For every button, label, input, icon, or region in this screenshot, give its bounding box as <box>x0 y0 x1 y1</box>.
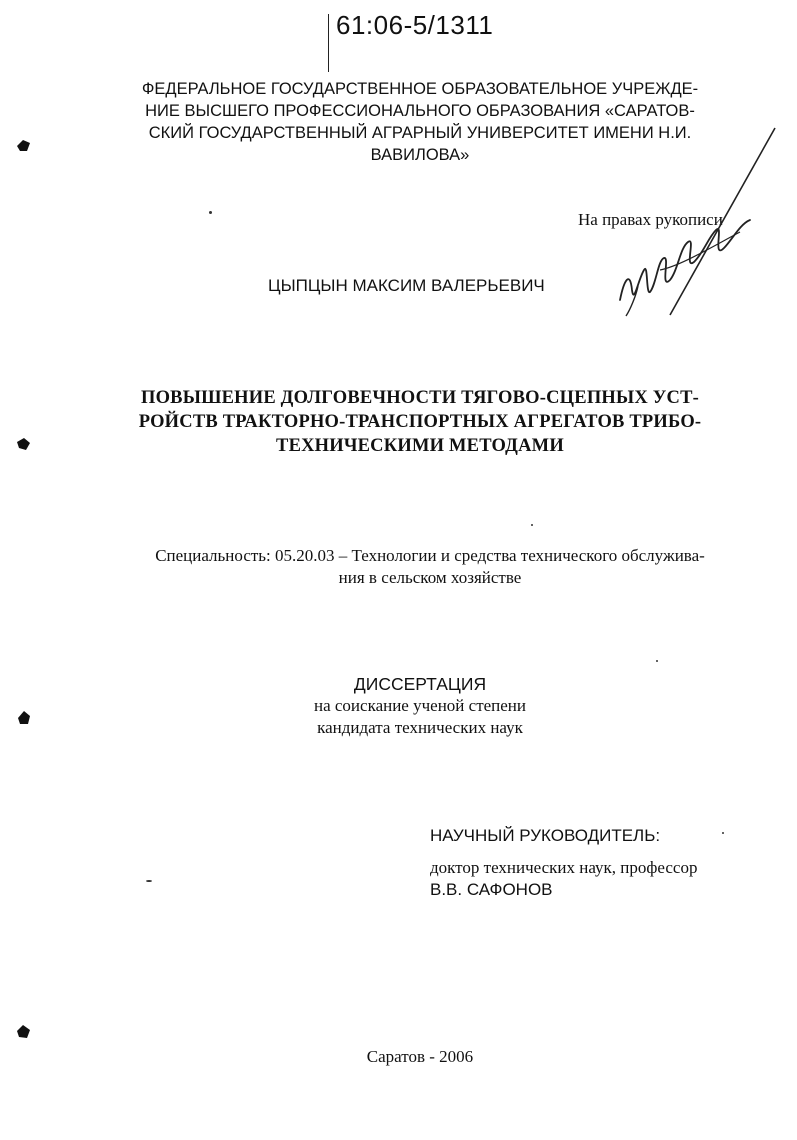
signature-icon <box>600 120 790 330</box>
binding-mark-icon <box>14 136 34 156</box>
specialty <box>110 545 750 589</box>
binding-mark-icon <box>14 708 34 728</box>
speck <box>146 880 152 882</box>
speck <box>722 832 724 834</box>
supervisor-degree: доктор технических наук, профессор <box>430 858 698 877</box>
specialty-line: Специальность: 05.20.03 – Технологии и средства технического обслужива- <box>155 546 705 565</box>
archive-code: 61:06-5/1311 <box>336 10 494 40</box>
speck <box>209 211 212 214</box>
org-line: НИЕ ВЫСШЕГО ПРОФЕССИОНАЛЬНОГО ОБРАЗОВАНИЯ «САРАТОВ- <box>145 102 695 120</box>
stamp-divider <box>328 14 329 72</box>
binding-mark-icon <box>14 434 34 454</box>
org-line: ВАВИЛОВА» <box>370 146 470 164</box>
title-line: РОЙСТВ ТРАКТОРНО-ТРАНСПОРТНЫХ АГРЕГАТОВ ТРИБО- <box>138 412 702 432</box>
title-line: ПОВЫШЕНИЕ ДОЛГОВЕЧНОСТИ ТЯГОВО-СЦЕПНЫХ УСТ- <box>141 388 699 408</box>
degree-block <box>100 673 740 739</box>
speck <box>656 660 658 662</box>
degree-line-2: кандидата технических наук <box>317 718 523 737</box>
city-year: Саратов - 2006 <box>366 1047 474 1066</box>
supervisor-name: В.В. САФОНОВ <box>430 880 553 899</box>
binding-mark-icon <box>14 1022 34 1042</box>
specialty-line: ния в сельском хозяйстве <box>338 568 522 587</box>
author-name: ЦЫПЦЫН МАКСИМ ВАЛЕРЬЕВИЧ <box>268 276 545 295</box>
degree-line-1: на соискание ученой степени <box>313 696 527 715</box>
org-line: СКИЙ ГОСУДАРСТВЕННЫЙ АГРАРНЫЙ УНИВЕРСИТЕТ ИМЕНИ Н.И. <box>148 124 692 142</box>
title-line: ТЕХНИЧЕСКИМИ МЕТОДАМИ <box>276 436 564 456</box>
manuscript-rights: На правах рукописи <box>578 210 723 229</box>
org-line: ФЕДЕРАЛЬНОЕ ГОСУДАРСТВЕННОЕ ОБРАЗОВАТЕЛЬНОЕ УЧРЕЖДЕ- <box>141 80 699 98</box>
dissertation-heading: ДИССЕРТАЦИЯ <box>353 674 487 694</box>
supervisor-heading: НАУЧНЫЙ РУКОВОДИТЕЛЬ: <box>430 826 661 845</box>
dissertation-title <box>100 386 740 458</box>
speck <box>531 524 533 526</box>
